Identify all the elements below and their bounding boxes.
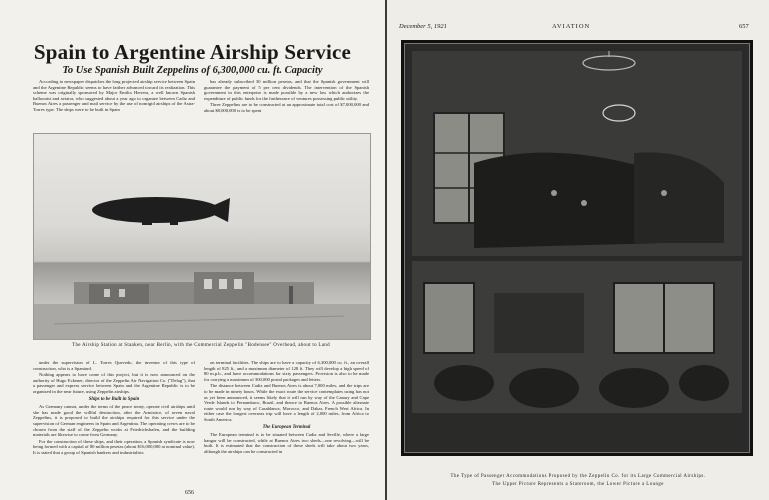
paragraph: under the supervision of L. Torres Quevedo, the inventor of this type of construction, who is a Spaniard. xyxy=(33,360,195,371)
interior-caption-line-1: The Type of Passenger Accommodations Proposed by the Zeppelin Co. for its Large Commercial Airships. xyxy=(450,474,706,479)
article-title: Spain to Argentine Airship Service xyxy=(33,40,352,64)
column-2-bottom xyxy=(204,360,369,488)
paragraph: As Germany cannot, under the terms of the peace treaty, operate civil airships until she has made good the willful destruction, after the Armistice, of seven naval Zeppelins, it is proposed to build the airships required for this service under the supervision of German engineers in Spain and Argentina. The operating crews are to be chosen from the staff of the Zeppelin works at Friedrichshafen, and the building materials are likewise to come from Germany. xyxy=(33,404,195,438)
section-heading: The European Terminal xyxy=(262,424,311,430)
paragraph: on terminal facilities. The ships are to have a capacity of 6,300,000 cu. ft., an overall length of 825 ft., and a maximum diameter of 128 ft. They will develop a high speed of 80 m.p.h., and have accommodations for sixty passengers. Provision is also to be made for carrying a maximum of 300,000 postal packages and letters. xyxy=(204,360,369,382)
page-number: 656 xyxy=(185,490,194,496)
airship-illustration xyxy=(34,134,370,339)
paragraph: The distance between Cadiz and Buenos Aires is about 7,000 miles, and the trips are to be made in ninety hours. While the exact route the service contemplates using has not as yet been announced, it seems likely that it will run by way of the Canary and Cape Verde Islands to Pernambuco, Brazil, and thence to Buenos Aires. A possible alternate route would run by way of Casablanca, Morocco, and Dakar, French West Africa. In either case the longest overseas trip will have a length of 2,000 miles, from Africa to South America. xyxy=(204,383,369,422)
interior-photos-frame xyxy=(401,40,753,456)
paragraph: has already subscribed 30 million pesetas, and that the Spanish government will guarantee the payment of 5 per cent dividends. The intervention of the Spanish government in this enterprise is made possible by a new law which authorizes the expenditure of public funds for the furtherance of ventures possessing public utility. xyxy=(204,79,369,101)
running-date: December 5, 1921 xyxy=(399,23,447,30)
paragraph: The European terminal is to be situated between Cadiz and Seville, where a large hangar will be constructed, while at Buenos Aires two sheds—one revolving—will be built. It is estimated that the construction of these sheds will take about two years, although the airships can be constructed in xyxy=(204,432,369,454)
article-subtitle: To Use Spanish Built Zeppelins of 6,300,000 cu. ft. Capacity xyxy=(62,65,323,76)
right-page xyxy=(387,0,769,500)
page-number: 657 xyxy=(739,23,749,30)
column-2-top xyxy=(204,79,369,129)
paragraph: Three Zeppelins are to be constructed at an approximate total cost of $7,000,000 and about $8,000,000 is to be spent xyxy=(204,102,369,113)
interior-caption-line-2: The Upper Picture Represents a Stateroom, the Lower Picture a Lounge xyxy=(492,482,664,487)
paragraph: Nothing appears to have come of this project, but it is now announced on the authority of Hugo Eckener, director of the Zeppelin Air Navigation Co. ("Delag"), that a passenger and express service between Spain and the Argentine Republic is to be organized in the near future, using Zeppelin airships. xyxy=(33,372,195,394)
section-heading: Ships to be Built in Spain xyxy=(88,396,140,402)
paragraph: For the construction of these ships, and their operation, a Spanish syndicate is now being formed with a capital of 80 million pesetas (about $16,000,000 at nominal value). It is stated that a group of Spanish bankers and industrialists xyxy=(33,438,195,455)
column-1-bottom xyxy=(33,360,195,488)
interior-illustration xyxy=(404,43,750,453)
photo-caption: The Airship Station at Staaken, near Berlin, with the Commercial Zeppelin "Bodensee" Overhead, about to Land xyxy=(72,343,330,348)
running-title: AVIATION xyxy=(552,23,591,30)
paragraph: According to newspaper dispatches the long projected airship service between Spain and the Argentine Republic seems to have farther advanced toward its realization. This scheme was originally sponsored by Major Emilio Herrera, a well known Spanish balloonist and aviator, who suggested about a year ago to organize between Cadiz and Buenos Aires a passenger and mail service by the use of nonrigid airships of the Astra-Torres type. The ships were to be built in Spain xyxy=(33,79,195,112)
column-1-top xyxy=(33,79,195,129)
airship-station-photo xyxy=(33,133,371,340)
